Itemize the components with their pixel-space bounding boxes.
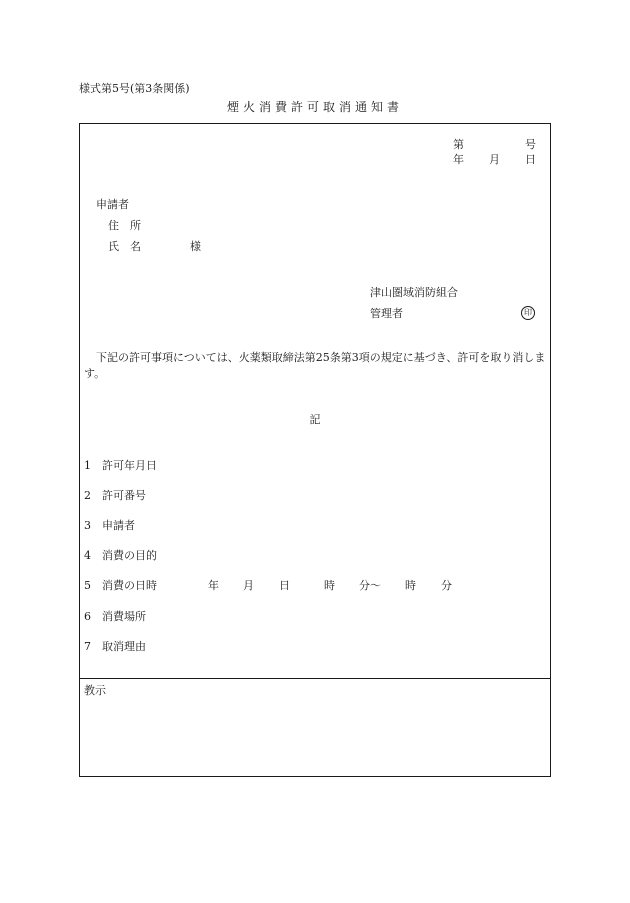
date-year: 年 [453,153,464,166]
document-title: 煙火消費許可取消通知書 [226,100,403,114]
item-7-label: 取消理由 [102,640,146,653]
date-month: 月 [489,153,500,166]
issuer-role: 管理者 [370,307,403,320]
dt-day: 日 [279,579,290,592]
honorific: 様 [190,240,201,253]
ref-dai: 第 [453,138,464,151]
applicant-label: 申請者 [96,198,129,211]
notice-body: 下記の許可事項については、火薬類取締法第25条第3項の規定に基づき、許可を取り消します。 [84,351,546,380]
item-2-label: 許可番号 [102,489,146,502]
dt-min-to: 分 [441,579,452,592]
issuer-org: 津山圏域消防組合 [370,286,458,299]
item-3-num: 3 [84,519,91,532]
item-4-label: 消費の目的 [102,549,157,562]
item-5-num: 5 [84,579,91,592]
item-1-label: 許可年月日 [102,459,157,472]
dt-hour-to: 時 [405,579,416,592]
item-3-label: 申請者 [102,519,135,532]
item-1-num: 1 [84,459,91,472]
address-label: 住 所 [108,219,141,232]
item-6-label: 消費場所 [102,610,146,623]
item-5-label: 消費の日時 [102,579,157,592]
seal-icon: 印 [521,306,535,320]
name-label: 氏 名 [108,240,141,253]
dt-min-from: 分～ [359,579,381,592]
ki-heading: 記 [309,413,321,426]
ref-go: 号 [525,138,536,151]
item-7-num: 7 [84,640,91,653]
date-day: 日 [525,153,536,166]
form-label: 様式第5号(第3条関係) [79,82,190,95]
dt-month: 月 [243,579,254,592]
instruction-label: 教示 [84,684,106,697]
item-6-num: 6 [84,610,91,623]
instruction-divider [79,678,551,679]
dt-year: 年 [208,579,219,592]
dt-hour-from: 時 [324,579,335,592]
seal-mark [521,306,535,320]
item-2-num: 2 [84,489,91,502]
item-4-num: 4 [84,549,91,562]
